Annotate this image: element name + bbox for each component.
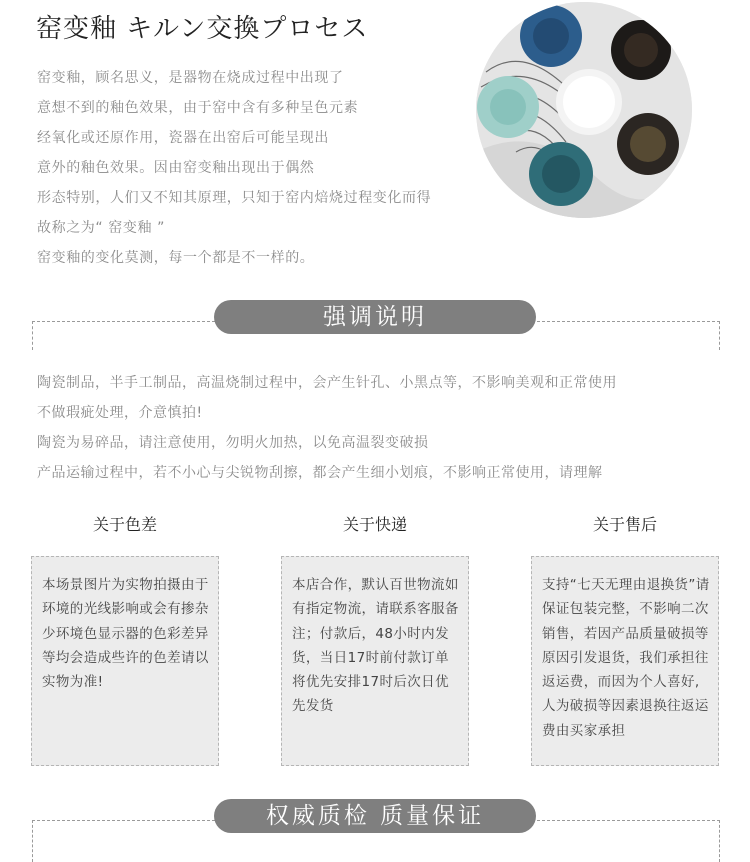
bowls-illustration — [476, 2, 692, 218]
column-heading: 关于售后 — [592, 515, 657, 534]
column-heading: 关于快递 — [342, 515, 407, 534]
intro-line: 窑变釉的变化莫测，每一个都是不一样的。 — [37, 250, 315, 266]
intro-line: 意想不到的釉色效果，由于窑中含有多种呈色元素 — [37, 100, 359, 116]
page-title: 窑变釉 キルン交換プロセス — [36, 14, 369, 44]
intro-text — [37, 63, 497, 273]
note-line: 产品运输过程中，若不小心与尖锐物刮擦，都会产生细小划痕，不影响正常使用，请理解 — [37, 465, 603, 481]
product-photo — [476, 2, 692, 218]
intro-line: 形态特别，人们又不知其原理，只知于窑内焙烧过程变化而得 — [37, 190, 432, 206]
note-line: 陶瓷制品，半手工制品，高温烧制过程中，会产生针孔、小黑点等，不影响美观和正常使用 — [37, 375, 617, 391]
card-text: 本场景图片为实物拍摄由于环境的光线影响或会有掺杂少环境色显示器的色彩差异等均会造成些许的色差请以实物为准! — [42, 577, 209, 691]
intro-line: 经氧化或还原作用，瓷器在出窑后可能呈现出 — [37, 130, 329, 146]
info-card — [281, 556, 469, 766]
note-line: 陶瓷为易碎品，请注意使用，勿明火加热，以免高温裂变破损 — [37, 435, 429, 451]
column-heading: 关于色差 — [92, 515, 157, 534]
section-title-pill: 权威质检 质量保证 — [214, 799, 536, 833]
card-text: 支持“七天无理由退换货”请保证包装完整，不影响二次销售，若因产品质量破损等原因引发退货，我们承担往返运费，而因为个人喜好,人为破损等因素退换往返运费由买家承担 — [542, 577, 710, 739]
card-text: 本店合作，默认百世物流如有指定物流，请联系客服备注；付款后，48小时内发货，当日17时前付款订单将优先安排17时后次日优先发货 — [292, 577, 459, 715]
notes-text — [37, 368, 727, 488]
info-card — [531, 556, 719, 766]
info-card — [31, 556, 219, 766]
note-line: 不做瑕疵处理，介意慎拍! — [37, 405, 203, 421]
intro-line: 意外的釉色效果。因由窑变釉出现出于偶然 — [37, 160, 315, 176]
intro-line: 故称之为“ 窑变釉 ” — [37, 220, 166, 236]
intro-line: 窑变釉，顾名思义，是器物在烧成过程中出现了 — [37, 70, 344, 86]
section-title-pill: 强调说明 — [214, 300, 536, 334]
